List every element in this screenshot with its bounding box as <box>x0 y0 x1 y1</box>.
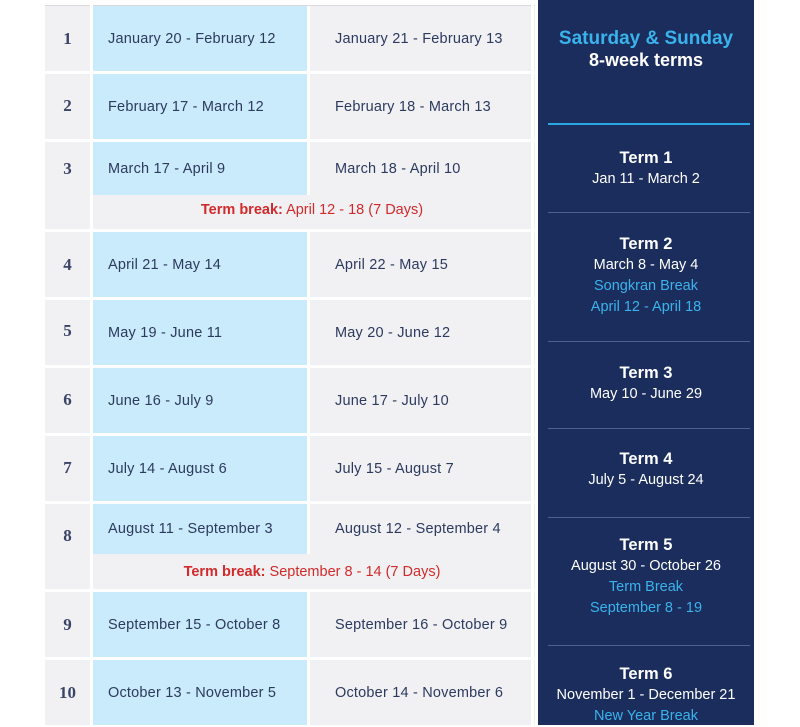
term-name: Term 6 <box>619 665 673 683</box>
term-block <box>538 534 754 619</box>
row-number: 6 <box>63 390 72 409</box>
row-number: 1 <box>63 29 72 48</box>
term-range: March 8 - May 4 <box>593 257 699 273</box>
table-cell: April 22 - May 15 <box>311 232 531 297</box>
term-break-range: April 12 - April 18 <box>590 299 702 315</box>
term-name: Term 5 <box>619 536 673 554</box>
weekend-terms-panel <box>538 0 754 725</box>
column-divider <box>90 0 93 725</box>
term-break-dates: September 8 - 14 (7 Days) <box>265 564 441 580</box>
table-cell: June 16 - July 9 <box>93 368 307 433</box>
table-cell: February 18 - March 13 <box>311 74 531 139</box>
table-cell: March 18 - April 10 <box>311 142 531 195</box>
term-range: Jan 11 - March 2 <box>592 171 700 187</box>
panel-title-divider <box>548 123 750 125</box>
term-block <box>538 448 754 491</box>
term-name: Term 3 <box>619 364 673 382</box>
column-divider <box>531 0 534 725</box>
table-cell: April 21 - May 14 <box>93 232 307 297</box>
table-cell: July 14 - August 6 <box>93 436 307 501</box>
term-break-label: Term break: <box>183 564 266 580</box>
term-block <box>538 147 754 190</box>
term-range: July 5 - August 24 <box>588 472 704 488</box>
term-divider <box>548 428 750 429</box>
term-divider <box>548 212 750 213</box>
table-cell: October 14 - November 6 <box>311 660 531 725</box>
term-block <box>538 663 754 727</box>
term-break-label: Songkran Break <box>594 278 698 294</box>
term-break-note <box>93 202 531 218</box>
table-cell: July 15 - August 7 <box>311 436 531 501</box>
term-break-dates: April 12 - 18 (7 Days) <box>282 202 424 218</box>
table-cell: January 21 - February 13 <box>311 6 531 71</box>
term-break-label: New Year Break <box>594 708 698 724</box>
term-break-note <box>93 564 531 580</box>
column-divider <box>307 592 310 725</box>
term-name: Term 4 <box>619 450 673 468</box>
table-cell: January 20 - February 12 <box>93 6 307 71</box>
row-number: 4 <box>63 255 72 274</box>
row-number: 7 <box>63 458 72 477</box>
term-name: Term 2 <box>619 235 673 253</box>
table-cell: August 12 - September 4 <box>311 504 531 554</box>
term-break-label: Term Break <box>608 579 684 595</box>
row-number: 3 <box>63 159 72 178</box>
table-cell: August 11 - September 3 <box>93 504 307 554</box>
row-number: 9 <box>63 615 72 634</box>
term-break-range: September 8 - 19 <box>589 600 703 616</box>
term-divider <box>548 645 750 646</box>
table-cell: May 19 - June 11 <box>93 300 307 365</box>
term-block <box>538 362 754 405</box>
table-cell: September 15 - October 8 <box>93 592 307 657</box>
term-block <box>538 233 754 318</box>
column-divider <box>307 232 310 554</box>
column-divider <box>307 6 310 195</box>
table-cell: September 16 - October 9 <box>311 592 531 657</box>
panel-title: Saturday & Sunday <box>558 28 734 49</box>
term-name: Term 1 <box>619 149 673 167</box>
table-cell: February 17 - March 12 <box>93 74 307 139</box>
table-cell: June 17 - July 10 <box>311 368 531 433</box>
term-divider <box>548 517 750 518</box>
table-cell: May 20 - June 12 <box>311 300 531 365</box>
row-number: 10 <box>59 683 76 702</box>
term-range: May 10 - June 29 <box>589 386 703 402</box>
row-number: 2 <box>63 96 72 115</box>
table-cell: March 17 - April 9 <box>93 142 307 195</box>
panel-subtitle: 8-week terms <box>588 50 704 70</box>
term-break-label: Term break: <box>200 202 283 218</box>
term-range: August 30 - October 26 <box>571 558 721 574</box>
term-range: November 1 - December 21 <box>556 687 736 703</box>
row-number: 5 <box>63 321 72 340</box>
table-cell: October 13 - November 5 <box>93 660 307 725</box>
term-divider <box>548 341 750 342</box>
schedule-table <box>45 0 535 725</box>
row-number: 8 <box>63 526 72 545</box>
